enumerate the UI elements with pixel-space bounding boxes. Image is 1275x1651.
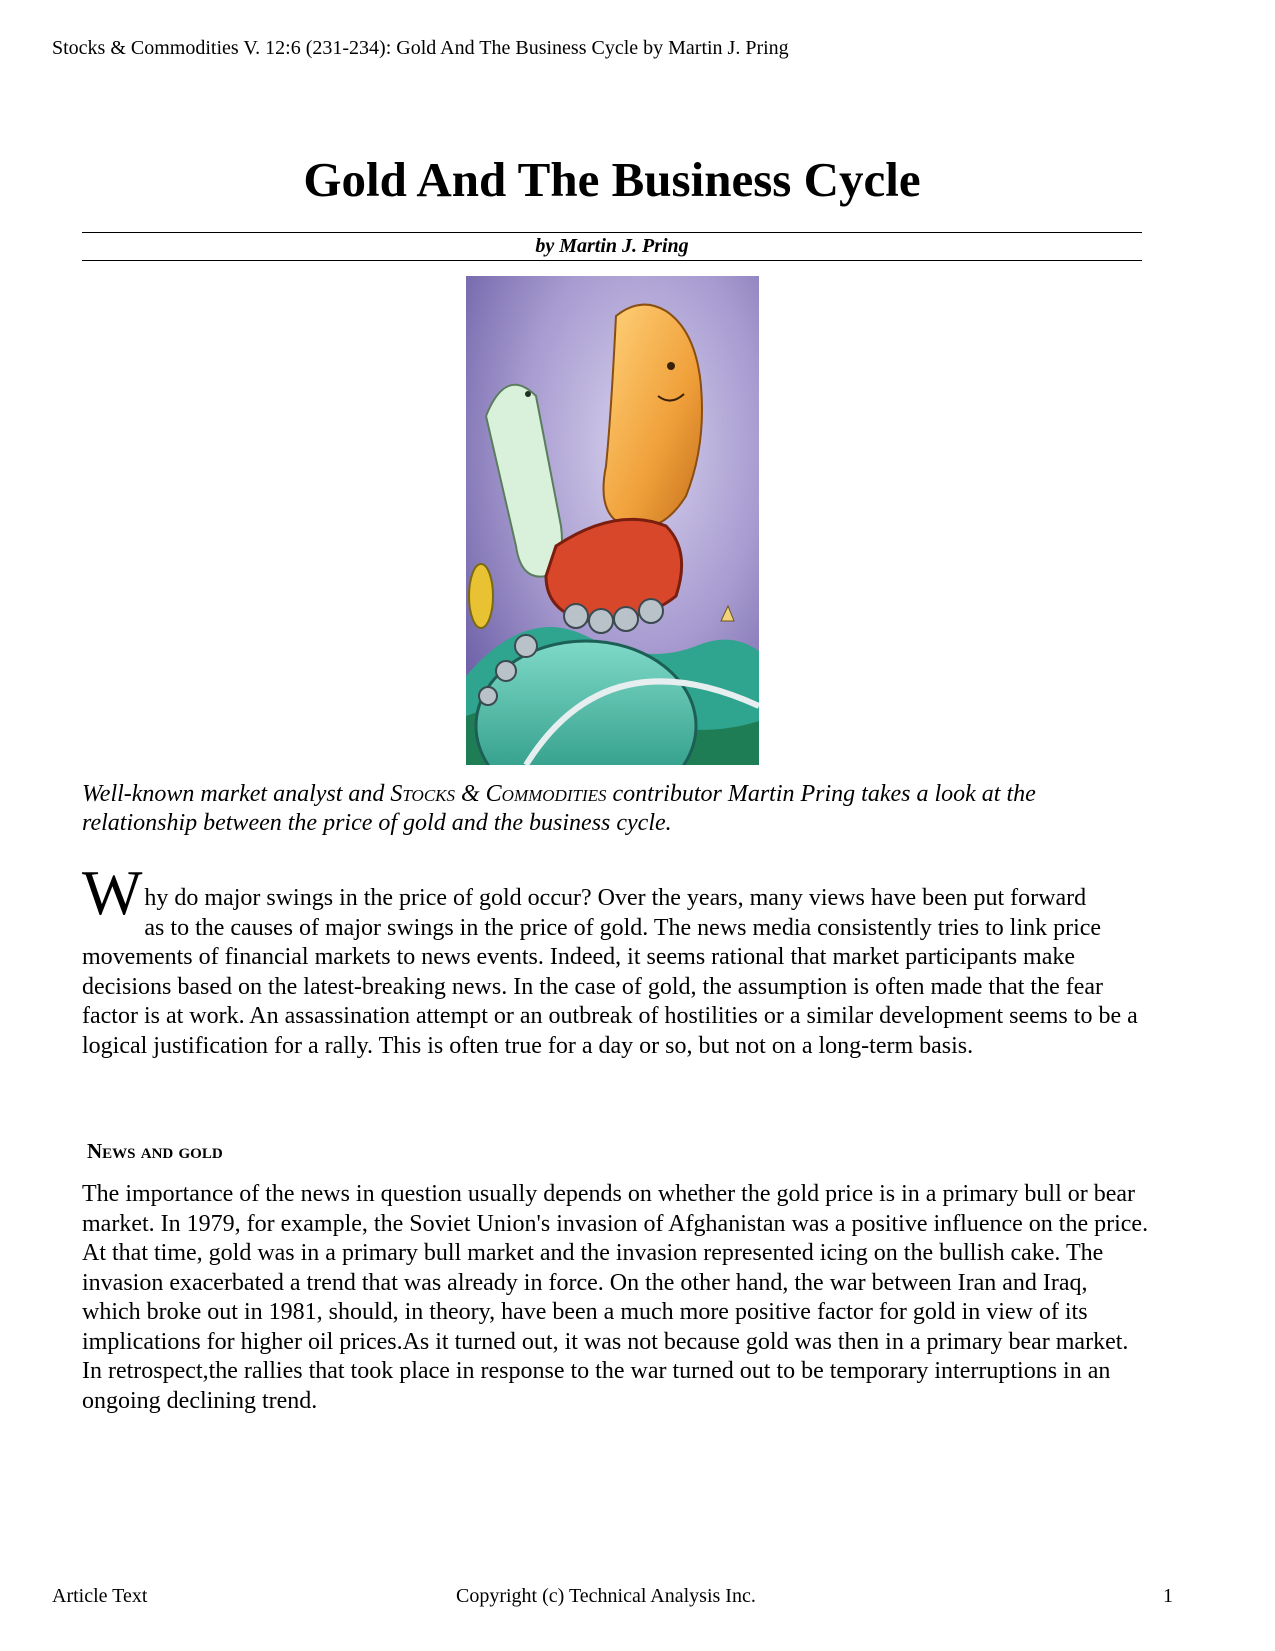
bill-eye [525, 391, 531, 397]
roller-coaster-illustration [466, 276, 759, 765]
drop-cap: W [82, 857, 143, 928]
page-number: 1 [1163, 1585, 1173, 1607]
section-heading: News and gold [87, 1139, 223, 1163]
intro-text: as to the causes of major swings in the price of gold. The news media consistently tries to link price movements of financial markets to news events. Indeed, it seems rational that market participants make decisions based on the latest-breaking news. In the case of gold, the assumption is often made that the fear factor is at work. An assassination attempt or an outbreak of hostilities or a similar development seems to be a logical justification for a rally. This is often true for a day or so, but not on a long-term basis. [82, 914, 1138, 1059]
footer-left: Article Text [52, 1585, 148, 1607]
intro-first-line: hy do major swings in the price of gold occur? Over the years, many views have been put forward [144, 885, 1087, 911]
publication-name: Stocks & Commodities [390, 781, 607, 807]
corn-cob [469, 564, 493, 628]
title-rule-top [82, 232, 1142, 233]
article-illustration [466, 276, 759, 765]
nugget-eye [667, 362, 675, 370]
title-rule-bottom [82, 260, 1142, 261]
running-header: Stocks & Commodities V. 12:6 (231-234): Gold And The Business Cycle by Martin J. Pring [52, 37, 789, 59]
section-body: The importance of the news in question usually depends on whether the gold price is in a primary bull or bear market. In 1979, for example, the Soviet Union's invasion of Afghanistan was a positive influence on the price. At that time, gold was in a primary bull market and the invasion represented icing on the bullish cake. The invasion exacerbated a trend that was already in force. On the other hand, the war between Iran and Iraq, which broke out in 1981, should, in theory, have been a much more positive factor for gold in view of its implications for higher oil prices.As it turned out, it was not because gold was then in a primary bear market. In retrospect,the rallies that took place in response to the war turned out to be temporary interruptions in an ongoing declining trend. [82, 1181, 1149, 1414]
intro-paragraph [82, 857, 1152, 1061]
deck-text-after: contributor Martin Pring takes a look at the relationship between the price of gold and the business cycle. [82, 781, 1036, 836]
article-deck [82, 780, 1152, 838]
gold-nugget-character [604, 305, 703, 528]
footer-copyright: Copyright (c) Technical Analysis Inc. [456, 1585, 756, 1607]
deck-text-before: Well-known market analyst and [82, 781, 391, 807]
byline: by Martin J. Pring [535, 235, 689, 257]
article-title: Gold And The Business Cycle [303, 152, 921, 207]
